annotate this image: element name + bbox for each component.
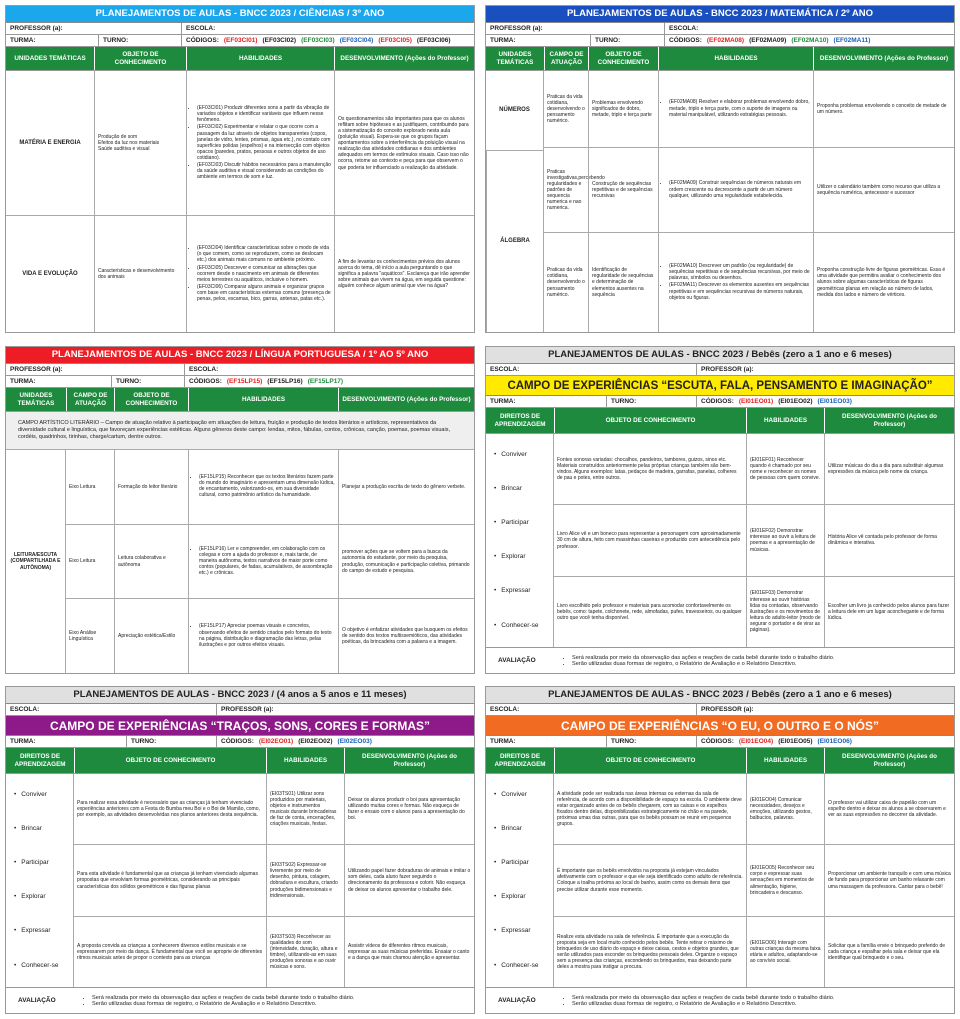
direito-item: • Explorar [14,894,69,901]
table-row [554,774,954,845]
desenvolvimento-cell: O objetivo é enfatizar atividades que busquem os efeitos de sentido dos textos multissemióticos, das atividades poéticas, da brincadeira com a palavra e a imagem. [338,599,474,673]
turno-field[interactable]: TURNO: [606,396,696,407]
panel-title: PLANEJAMENTOS DE AULAS - BNCC 2023 / (4 anos a 5 anos e 11 meses) [6,687,474,704]
desenvolvimento-cell: Utilizer o calendário também como recurso que utiliza a sequência numérica, antecessor e sucessor [813,148,954,232]
table-row [554,505,954,576]
habilidades-cell [186,71,334,215]
code-badge: (EI01EO06) [817,738,852,745]
header-objeto: OBJETO DE CONHECIMENTO [94,47,186,70]
header-objeto: OBJETO DE CONHECIMENTO [74,748,266,773]
habilidade-cell: (EI01EF01) Reconhecer quando é chamado por seu nome e reconhecer os nomes de pessoas com quem convive. [746,434,824,504]
avaliacao-item: • Será realizada por meio da observação das ações e reações de cada bebê durante todo o trabalho diário. [92,995,470,1001]
turma-field[interactable]: TURMA: [10,37,36,44]
header-direitos: DIREITOS DE APRENDIZAGEM [494,412,546,428]
objeto-cell: Livro Alice vê e um boneco para representar a personagem com aproximadamente 30 cm de altura, feito com massinhas caseiras e produzido com antecedência pelo professor. [557,531,741,550]
professor-field[interactable]: PROFESSOR (a): [10,25,63,32]
header-objeto: OBJETO DE CONHECIMENTO [554,748,746,773]
unidade-cell: VIDA E EVOLUÇÃO [22,270,78,277]
code-badge: (EF03CI04) [339,37,374,44]
code-badge: (EF02MA08) [706,37,745,44]
panel-matematica [485,5,955,333]
code-badge: (EF03CI05) [378,37,412,44]
habilidade-item: • (EF03CI01) Produzir diferentes sons a partir da vibração de variados objetos e identificar variáveis que influem nesse fenômeno. [197,105,331,123]
header-unidades: UNIDADES TEMÁTICAS [14,54,86,62]
table-row [544,148,954,233]
panel-title: PLANEJAMENTOS DE AULAS - BNCC 2023 / MATEMÁTICA / 2º ANO [486,6,954,23]
panel-portugues [5,346,475,674]
header-habilidades: HABILIDADES [658,47,813,70]
avaliacao-item: • Serão utilizadas duas formas de registro, o Relatório de Avaliação e o Relatório Descritivo. [92,1001,470,1007]
header-campo: CAMPO DE ATUAÇÃO [544,47,588,70]
escola-field[interactable]: ESCOLA: [664,23,954,34]
direito-item: • Brincar [14,826,69,833]
objeto-cell: A proposta convida as crianças a conhecerem diversos estilos musicais e se expressarem por meio da dança. É fundamental que você se aproprie de diferentes ritmos musicais antes de propor o contexto para as crianças [77,942,263,961]
codes-list [734,398,852,405]
direitos-cell [486,774,554,987]
table-row [544,233,954,332]
direito-item: • Conviver [494,452,549,459]
escola-field[interactable]: ESCOLA: [184,364,474,375]
habilidade-cell: (EI01EO06) Interagir com outras crianças da mesma faixa etária e adultos, adaptando-se ao convívio social. [746,917,824,987]
direito-item: • Explorar [494,554,549,561]
habilidade-cell: (EI01EF03) Demonstrar interesse ao ouvir histórias lidas ou contadas, observando ilustrações e os movimentos de leitura do adulto-leitor (modo de segurar o portador e de virar as páginas). [746,577,824,647]
direito-item: • Conhecer-se [494,963,549,970]
code-badge: (EF02MA10) [791,37,829,44]
codes-list [702,37,871,44]
header-desenvolvimento: DESENVOLVIMENTO (Ações do Professor) [824,748,954,773]
table-row [74,845,474,916]
campo-cell: Praticas da vida cotidiana, desenvolvendo o pensamento numérico. [547,93,585,125]
objeto-cell: Realize esta atividade na sala de referência. É importante que a execução da proposta seja em local muito conhecido pelos bebês. Tente retirar o máximo de brinquedos de uso diário do espaço e deixe caixas, cestos e objetos grandes, que serão utilizados para esconder os brinquedos pessoais deles. Organize o espaço sem a presença das crianças, escondendo os brinquedos, mas deixando parte deles a mostra para instigar a procura. [557,933,739,970]
escola-field[interactable]: ESCOLA: [181,23,474,34]
table-row [66,450,474,525]
avaliacao-label: AVALIAÇÃO [498,997,536,1004]
header-desenvolvimento: DESENVOLVIMENTO (Ações do Professor) [344,748,474,773]
habilidade-item: • (EF15LP17) Apreciar poemas visuais e concretos, observando efeitos de sentido criados pelo formato do texto na página, distribuição e diagramação das letras, pelas ilustrações e por outros efeitos visuais. [199,623,335,647]
panel-title: PLANEJAMENTOS DE AULAS - BNCC 2023 / Bebês (zero a 1 ano e 6 meses) [486,687,954,704]
habilidade-item: • (EF15LP16) Ler e compreender, em colaboração com os colegas e com a ajuda do professor e, mais tarde, de maneira autônoma, textos narrativos de maior porte como contos (populares, de fadas, acumulativos, de assombração etc.) e crônicas. [199,546,335,576]
turma-field[interactable]: TURMA: [490,398,516,405]
campo-experiencias-banner: CAMPO DE EXPERIÊNCIAS “ESCUTA, FALA, PENSAMENTO E IMAGINAÇÃO” [486,376,954,396]
escola-field[interactable]: ESCOLA: [490,366,520,373]
habilidade-item: • (EF03CI06) Comparar alguns animais e organizar grupos com base em características externas comuns (presença de penas, pelos, escamas, bico, garras, antenas, patas etc.). [197,284,331,302]
objeto-cell: Para realizar essa atividade é necessário que as crianças já tenham vivenciado experiências anteriores com a Festa do Bumba meu Boi e o Boi de Mamão, como, por exemplo, as atividades desenvolvidas nos planos anteriores desta sequência. [77,800,260,819]
table-row [554,434,954,505]
panel-ciencias [5,5,475,333]
code-badge: (EF15LP17) [307,378,344,385]
habilidades-cell [658,71,813,147]
table-row [6,71,474,216]
escola-field[interactable]: ESCOLA: [10,706,40,713]
panel-criancas-tracos [5,686,475,1014]
eixo-cell: Eixo Análise Linguística [69,630,97,643]
header-direitos: DIREITOS DE APRENDIZAGEM [14,752,66,768]
codes-list [222,378,343,385]
habilidades-cell [658,148,813,232]
codigos-field: CÓDIGOS: (EI01EO04) (EI01EO05) (EI01EO06) [696,736,954,747]
avaliacao-section [486,647,954,673]
desenvolvimento-cell: Deixar os alunos produzir o boi para apresentação utilizando muitas cores e formas. Não esqueça de fazer o ensaio com o alunos para a apresentação do boi. [344,774,474,844]
direito-item: • Explorar [494,894,549,901]
objeto-cell: Problemas envolvendo significados de dobro, metade, triplo e terça parte [588,71,658,147]
habilidade-item: • (EF02MA09) Construir sequências de números naturais em ordem crescente ou decrescente a partir de um número qualquer, utilizando uma regularidade estabelecida. [669,180,810,198]
objeto-cell: É importante que os bebês envolvidos na proposta já estejam vinculados afetivamente com o professor e que ele seja identificado como adulto de referência. Coloque a toalha próxima ao local do banho, assim como os demais itens que precise utilizar durante esse momento. [557,868,743,893]
campo-intro: CAMPO ARTÍSTICO LITERÁRIO – Campo de atuação relativo à participação em situações de leitura, fruição e produção de textos literários e artísticos, representativos da diversidade cultural e linguística, que favoreçam experiências estéticas. Alguns gêneros deste campo: lendas, mitos, fábulas, contos, crônicas, canção, poemas, poemas visuais, cordéis, quadrinhos, tirinhas, charge/cartum, dentre outros. [6,412,474,450]
unidade-cell: LEITURA/ESCUTA (COMPARTILHADA E AUTÔNOMA) [6,450,66,673]
codigos-field: CÓDIGOS: (EF15LP15) (EF15LP16) (EF15LP17) [184,376,474,387]
habilidades-cell [186,216,334,332]
table-row [66,525,474,600]
desenvolvimento-cell: A fim de levantar os conhecimentos prévios dos alunos acerca do tema, dê início a aula perguntando o que significa a palavra "aquáticos". Esclareça que irão aprender sobre animais que vivem na água, em seguida questione: alguém conhece algum animal que vive na água? [334,216,474,332]
direito-item: • Expressar [494,928,549,935]
direito-item: • Conhecer-se [14,963,69,970]
avaliacao-label: AVALIAÇÃO [498,657,536,664]
campo-experiencias-banner: CAMPO DE EXPERIÊNCIAS “TRAÇOS, SONS, CORES E FORMAS” [6,716,474,736]
habilidades-cell [188,525,338,599]
panel-title: PLANEJAMENTOS DE AULAS - BNCC 2023 / CIÊNCIAS / 3º ANO [6,6,474,23]
objeto-cell: A atividade pode ser realizada nas áreas internas ou externas da sala de referência, de acordo com a disponibilidade de espaço na escola. O ambiente deve estar organizado antes de os bebês chegarem, com as caixas e os espelhos fixados dentro delas, disponibilizadas estrategicamente no chão e na parede, próximas umas das outras, para que os bebês possam se reunir em pequenos grupos. [557,790,742,828]
header-objeto: OBJETO DE CONHECIMENTO [554,408,746,433]
table-row [544,71,954,148]
campo-experiencias-banner: CAMPO DE EXPERIÊNCIAS “O EU, O OUTRO E O NÓS” [486,716,954,736]
direito-item: • Participar [494,520,549,527]
direito-item: • Participar [14,860,69,867]
habilidade-item: • (EF03CI05) Descrever e comunicar as alterações que ocorrem desde o nascimento em animais de diferentes meios terrestres ou aquáticos, inclusive o homem. [197,265,331,283]
header-habilidades: HABILIDADES [746,748,824,773]
eixo-cell: Eixo Leitura [69,483,96,490]
unidade-algebra: ÁLGEBRA [486,151,543,332]
habilidades-cell [188,450,338,524]
habilidade-cell: (EI03TS01) Utilizar sons produzidos por materiais, objetos e instrumentos musicais durante brincadeiras de faz de conta, encenações, criações musicais, festas. [266,774,344,844]
professor-field[interactable]: PROFESSOR (a): [696,704,954,715]
table-row [66,599,474,673]
direitos-cell [6,774,74,987]
code-badge: (EI02EO03) [337,738,372,745]
habilidade-cell: (EI01EF02) Demonstrar interesse ao ouvir a leitura de poemas e a apresentação de músicas. [746,505,824,575]
direito-item: • Conhecer-se [494,623,549,630]
avaliacao-section [486,987,954,1013]
turno-field[interactable]: TURNO: [111,376,184,387]
header-habilidades: HABILIDADES [188,388,338,411]
code-badge: (EF02MA09) [749,37,787,44]
code-badge: (EI01EO03) [817,398,852,405]
header-habilidades: HABILIDADES [746,408,824,433]
unidade-cell: MATÉRIA E ENERGIA [19,139,81,146]
codigos-field: CÓDIGOS: (EI01EO01) (EI01EO02) (EI01EO03) [696,396,954,407]
objeto-cell: Características e desenvolvimento dos animais [94,216,186,332]
desenvolvimento-cell: Utilizando papel fazer dobraduras de animais e imitar o som deles, cada aluno fazer seguindo o direcionamento da professora e colorir. Não esqueça de deixar os alunos apresentar o trabalho dele. [344,845,474,915]
header-campo: CAMPO DE ATUAÇÃO [66,388,114,411]
code-badge: (EI01EO02) [778,398,813,405]
desenvolvimento-cell: Proponha construção livre de figuras geométricas. Essa é uma atividade que permitira avaliar o conhecimento dos alunos sobre algumas características de figuras geométricas planas em relação ao número de lados, medida dos lados e número de vértices. [813,233,954,332]
turno-field[interactable]: TURNO: [98,35,181,46]
direito-item: • Brincar [494,826,549,833]
code-badge: (EI02EO01) [258,738,294,745]
habilidade-item: • (EF03CI04) Identificar características sobre o modo de vida (o que comem, como se reproduzem, como se deslocam etc.) dos animais mais comuns no ambiente próximo. [197,245,331,263]
code-badge: (EI02EO02) [298,738,333,745]
header-objeto: OBJETO DE CONHECIMENTO [588,47,658,70]
code-badge: (EI01EO04) [738,738,774,745]
objeto-cell: Produção de som Efeitos da luz nos materiais Saúde auditiva e visual [94,71,186,215]
table-row [554,577,954,647]
codigos-field: CÓDIGOS: (EF03CI01) (EF03CI02) (EF03CI03) (EF03CI04) (EF03CI05) (EF03CI06) [181,35,474,46]
table-row [554,917,954,987]
direito-item: • Brincar [494,486,549,493]
desenvolvimento-cell: Assistir vídeos de diferentes ritmos musicais, expressar as suas músicas preferidas. Ensaiar o canto e a dança que mais chamou atenção e apresentar. [344,917,474,987]
desenvolvimento-cell: Solicitar que a família envie o brinquedo preferido de cada criança e espalhar pela sala e deixar que ela identifique qual brinquedo e o seu. [824,917,954,987]
code-badge: (EF02MA11) [833,37,871,44]
header-direitos: DIREITOS DE APRENDIZAGEM [494,752,546,768]
turma-field[interactable]: TURMA: [490,37,516,44]
header-habilidades: HABILIDADES [266,748,344,773]
header-unidades: UNIDADES TEMÁTICAS [496,50,534,66]
avaliacao-section [6,987,474,1013]
panel-title: PLANEJAMENTOS DE AULAS - BNCC 2023 / Bebês (zero a 1 ano e 6 meses) [486,347,954,364]
habilidade-cell: (EI01EO05) Reconhecer seu corpo e expressar suas sensações em momentos de alimentação, higiene, brincadeira e descanso. [746,845,824,915]
objeto-cell: Formação do leitor literário [114,450,188,524]
habilidades-cell [188,599,338,673]
code-badge: (EF15LP15) [226,378,263,385]
habilidade-cell: (EI03TS02) Expressar-se livremente por meio de desenho, pintura, colagem, dobradura e escultura, criando produções bidimensionais e tridimensionais. [266,845,344,915]
code-badge: (EF03CI02) [262,37,297,44]
codigos-field: CÓDIGOS: (EF02MA08) (EF02MA09) (EF02MA10) (EF02MA11) [664,35,954,46]
escola-field[interactable]: ESCOLA: [490,706,520,713]
header-desenvolvimento: DESENVOLVIMENTO (Ações do Professor) [334,47,474,70]
turno-field[interactable]: TURNO: [590,35,664,46]
direito-item: • Participar [494,860,549,867]
desenvolvimento-cell: Proponha problemas envolvendo o conceito de metade de um número. [813,71,954,147]
turma-field[interactable]: TURMA: [10,378,36,385]
avaliacao-label: AVALIAÇÃO [18,997,56,1004]
objeto-cell: Leitura colaborativa e autônoma [114,525,188,599]
habilidade-cell: (EI01EO04) Comunicar necessidades, desejos e emoções, utilizando gestos, balbucios, palavras. [746,774,824,844]
objeto-cell: Identificação de regularidade de sequências e determinação de elementos ausentes na sequência [588,233,658,332]
turno-field[interactable]: TURNO: [126,736,216,747]
objeto-cell: Livro escolhido pelo professor e materiais para acomodar confortavelmente os bebês, como: tapete, colchonete, rede, almofadas, pufes, travesseiros, ou qualquer outro que você tenha disponível. [557,602,742,621]
desenvolvimento-cell: promover ações que se voltem para a busca da autonomia do estudante, por meio da pesquisa, produção, comunicação e participação coletiva, primando do campo de estudo e pesquisa. [338,525,474,599]
habilidade-item: • (EF03CI02) Experimentar e relatar o que ocorre com a passagem da luz através de objetos transparentes (copos, janelas de vidro, lentes, prismas, água etc.), no contato com superfícies polidas (espelhos) e na intersecção com objetos opacos (paredes, pratos, pessoas e outros objetos de uso cotidiano). [197,124,331,161]
habilidades-cell [658,233,813,332]
habilidade-item: • (EF15LP15) Reconhecer que os textos literários fazem parte do mundo do imaginário e apresentam uma dimensão lúdica, de encantamento, valorizando-os, em sua diversidade cultural, como patrimônio artístico da humanidade. [199,474,335,498]
panel-title: PLANEJAMENTOS DE AULAS - BNCC 2023 / LÍNGUA PORTUGUESA / 1º AO 5º ANO [6,347,474,364]
avaliacao-item: • Serão utilizadas duas formas de registro, o Relatório de Avaliação e o Relatório Descritivo. [572,1001,950,1007]
table-row [6,216,474,332]
campo-cell: Praticas da vida cotidiana, desenvolvendo o pensamento numérico. [547,267,585,298]
header-desenvolvimento: DESENVOLVIMENTO (Ações do Professor) [813,47,954,70]
desenvolvimento-cell: História Alice vê contada pelo professor de forma dinâmica e interativa. [824,505,954,575]
code-badge: (EF03CI03) [301,37,335,44]
table-row [74,917,474,987]
header-objeto: OBJETO DE CONHECIMENTO [114,388,188,411]
code-badge: (EF03CI06) [416,37,451,44]
habilidade-item: • (EF02MA11) Descrever os elementos ausentes em sequências repetitivas e em sequências recursivas de números naturais, objetos ou figuras. [669,282,810,300]
codes-list [219,37,451,44]
desenvolvimento-cell: Escolher um livro ja conhecido pelos alunos para fazer a leitura dele em um lugar aconchegante e de forma lúdica. [824,577,954,647]
header-desenvolvimento: DESENVOLVIMENTO (Ações do Professor) [824,408,954,433]
code-badge: (EI01EO05) [778,738,813,745]
professor-field[interactable]: PROFESSOR (a): [10,366,63,373]
habilidade-item: • (EF02MA08) Resolver e elaborar problemas envolvendo dobro, metade, triplo e terça parte, com o suporte de imagens ou material manipulável, utilizando estratégias pessoais. [669,99,810,117]
professor-field[interactable]: PROFESSOR (a): [696,364,954,375]
habilidade-item: • (EF02MA10) Descrever um padrão (ou regularidade) de sequências repetitivas e de sequências recursivas, por meio de palavras, símbolos ou desenhos. [669,263,810,281]
avaliacao-item: • Será realizada por meio da observação das ações e reações de cada bebê durante todo o trabalho diário. [572,655,950,661]
codes-list [254,738,372,745]
direito-item: • Conviver [14,792,69,799]
codes-list [734,738,852,745]
direito-item: • Conviver [494,792,549,799]
table-row [554,845,954,916]
header-desenvolvimento: DESENVOLVIMENTO (Ações do Professor) [338,388,474,411]
avaliacao-item: • Serão utilizadas duas formas de registro, o Relatório de Avaliação e o Relatório Descritivo. [572,661,950,667]
professor-field[interactable]: PROFESSOR (a): [490,25,543,32]
direito-item: • Expressar [14,928,69,935]
habilidade-item: • (EF03CI03) Discutir hábitos necessários para a manutenção da saúde auditiva e visual considerando as condições do ambiente em termos de som e luz. [197,162,331,180]
objeto-cell: Fontes sonoras variadas: chocalhos, pandeiros, tambores, guizos, sinos etc. Materiais construídos anteriormente pelas próprias crianças também são bem-vindos. Alguns exemplos: latas, pedaços de madeira, garrafas, panelas, colheres de pau e potes, entre outros. [557,456,737,482]
code-badge: (EF15LP16) [267,378,303,385]
avaliacao-item: • Será realizada por meio da observação das ações e reações de cada bebê durante todo o trabalho diário. [572,995,950,1001]
desenvolvimento-cell: Planejar a produção escrita de texto do gênero verbete. [338,450,474,524]
codigos-field: CÓDIGOS: (EI02EO01) (EI02EO02) (EI02EO03) [216,736,474,747]
turma-field[interactable]: TURMA: [10,738,36,745]
table-row [74,774,474,845]
header-habilidades: HABILIDADES [186,47,334,70]
direitos-cell [486,434,554,647]
habilidade-cell: (EI03TS03) Reconhecer as qualidades do som (intensidade, duração, altura e timbre), utilizando-as em suas produções sonoras e ao ouvir músicas e sons. [266,917,344,987]
professor-field[interactable]: PROFESSOR (a): [216,704,474,715]
desenvolvimento-cell: O professor vai utilizar caixa de papelão com um espelho dentro e deixar os alunos a se observarem e ver as suas expressões no decorrer da atividade. [824,774,954,844]
objeto-cell: Apreciação estética/Estilo [114,599,188,673]
direito-item: • Expressar [494,588,549,595]
desenvolvimento-cell: Proporcionar um ambiente tranquilo e com uma música de fundo para proporcionar um banho relaxante com uma massagem da professora. Cantar para o bebê! [824,845,954,915]
panel-bebes-eu-outro [485,686,955,1014]
unidade-numeros: NÚMEROS [486,71,543,151]
turno-field[interactable]: TURNO: [606,736,696,747]
eixo-cell: Eixo Leitura [69,558,96,565]
header-unidades: UNIDADES TEMÁTICAS [17,391,55,407]
objeto-cell: Construção de sequências repetitivas e de sequências recursivas [588,148,658,232]
desenvolvimento-cell: Utilizar músicas do dia a dia para substituir algumas expressões da música pelo nome da criança. [824,434,954,504]
turma-field[interactable]: TURMA: [490,738,516,745]
panel-bebes-escuta [485,346,955,674]
code-badge: (EF03CI01) [223,37,258,44]
campo-cell: Praticas investigativas,percebendo regularidades e padrões de sequencia numerica e nao numerica. [547,168,605,212]
desenvolvimento-cell: Os questionamentos são importantes para que os alunos reflitam sobre hipóteses e as justifiquem, contribuindo para a sistematização do conceito explorado nesta aula (poluição visual). Espera-se que os grupos façam apontamentos sobre a interferência da poluição visual na realização das atividades cotidianas e dos ambientes adequados em termos de estímulos visuais. Caso isso não ocorra, retome ao contexto e peça para que observem o que poderia ter influenciado a realização da atividade. [334,71,474,215]
code-badge: (EI01EO01) [738,398,774,405]
objeto-cell: Para esta atividade é fundamental que as crianças já tenham vivenciado algumas propostas que envolviam formas geométricas, considerando as principais características dos sólidos geométricos e das figuras planas [77,871,258,890]
